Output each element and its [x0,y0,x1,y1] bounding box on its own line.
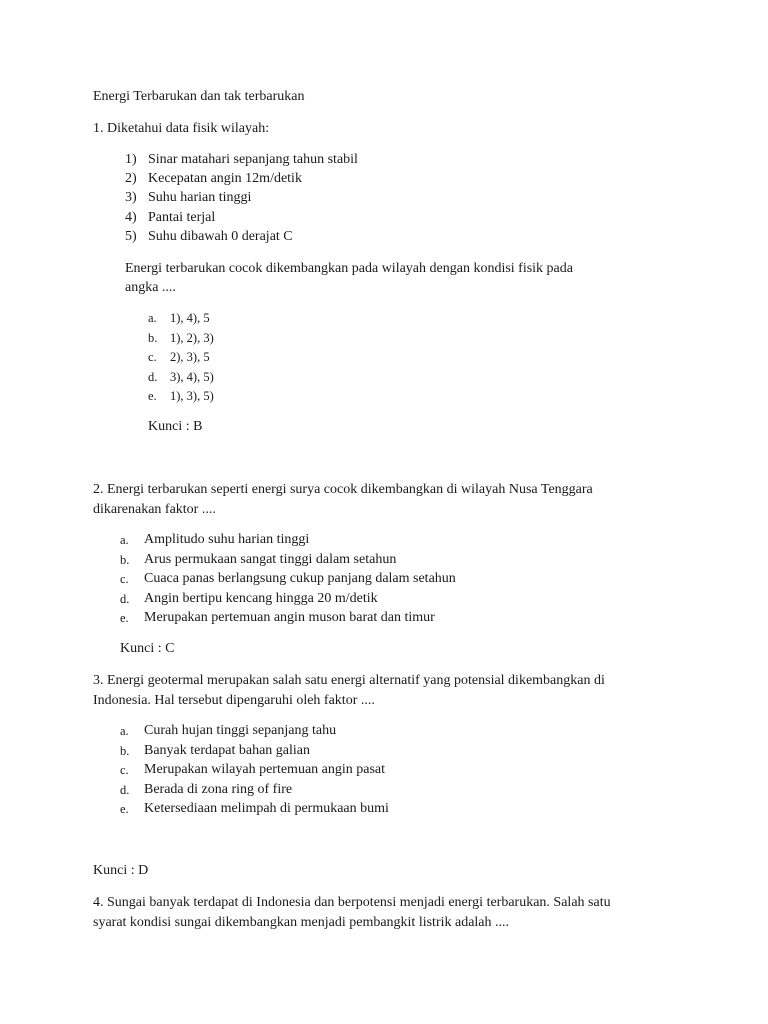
option-letter: a. [120,533,129,547]
list-item-number: 4) [125,210,137,225]
option-letter: b. [120,553,130,567]
list-item: Kecepatan angin 12m/detik [148,171,302,186]
option-letter: b. [120,744,130,758]
option-letter: c. [148,350,157,364]
list-item: Sinar matahari sepanjang tahun stabil [148,152,358,167]
option-text: Merupakan pertemuan angin muson barat dan timur [144,610,435,625]
question-1-prompt-line-1: Energi terbarukan cocok dikembangkan pada wilayah dengan kondisi fisik pada [125,261,573,276]
question-1-stem: 1. Diketahui data fisik wilayah: [93,121,270,136]
option-text: Amplitudo suhu harian tinggi [144,532,310,547]
option-letter: d. [120,592,130,606]
option-letter: a. [148,311,157,325]
option-letter: b. [148,331,158,345]
option-letter: c. [120,763,129,777]
list-item-number: 5) [125,229,137,244]
question-2-stem-line-1: 2. Energi terbarukan seperti energi surya cocok dikembangkan di wilayah Nusa Tenggara [93,482,593,497]
option-text: Merupakan wilayah pertemuan angin pasat [144,762,386,777]
option-text: 3), 4), 5) [170,370,214,384]
list-item: Suhu harian tinggi [148,190,252,205]
question-1-prompt-line-2: angka .... [125,280,176,295]
list-item-number: 3) [125,190,137,205]
option-text: Curah hujan tinggi sepanjang tahu [144,723,337,738]
option-text: 1), 3), 5) [170,389,214,403]
option-text: Angin bertipu kencang hingga 20 m/detik [144,591,378,606]
option-letter: d. [120,783,130,797]
list-item: Pantai terjal [148,210,216,225]
question-3-stem-line-1: 3. Energi geotermal merupakan salah satu energi alternatif yang potensial dikembangkan di [93,673,605,688]
question-2-key: Kunci : C [120,641,175,656]
option-letter: a. [120,724,129,738]
option-letter: c. [120,572,129,586]
option-text: 1), 2), 3) [170,331,214,345]
option-text: Cuaca panas berlangsung cukup panjang dalam setahun [144,571,456,586]
list-item: Suhu dibawah 0 derajat C [148,229,293,244]
option-text: 2), 3), 5 [170,350,210,364]
option-letter: d. [148,370,158,384]
question-4-stem-line-1: 4. Sungai banyak terdapat di Indonesia dan berpotensi menjadi energi terbarukan. Salah satu [93,895,611,910]
option-text: Banyak terdapat bahan galian [144,743,310,758]
question-3-key: Kunci : D [93,863,149,878]
option-text: Ketersediaan melimpah di permukaan bumi [144,801,389,816]
option-letter: e. [148,389,157,403]
list-item-number: 2) [125,171,137,186]
question-3-stem-line-2: Indonesia. Hal tersebut dipengaruhi oleh faktor .... [93,693,375,708]
option-text: Arus permukaan sangat tinggi dalam setahun [144,552,397,567]
option-letter: e. [120,802,129,816]
question-2-stem-line-2: dikarenakan faktor .... [93,502,216,517]
question-4-stem-line-2: syarat kondisi sungai dikembangkan menjadi pembangkit listrik adalah .... [93,915,510,930]
option-letter: e. [120,611,129,625]
list-item-number: 1) [125,152,137,167]
question-1-key: Kunci : B [148,419,203,434]
page-title: Energi Terbarukan dan tak terbarukan [93,89,305,104]
option-text: 1), 4), 5 [170,311,210,325]
option-text: Berada di zona ring of fire [144,782,293,797]
